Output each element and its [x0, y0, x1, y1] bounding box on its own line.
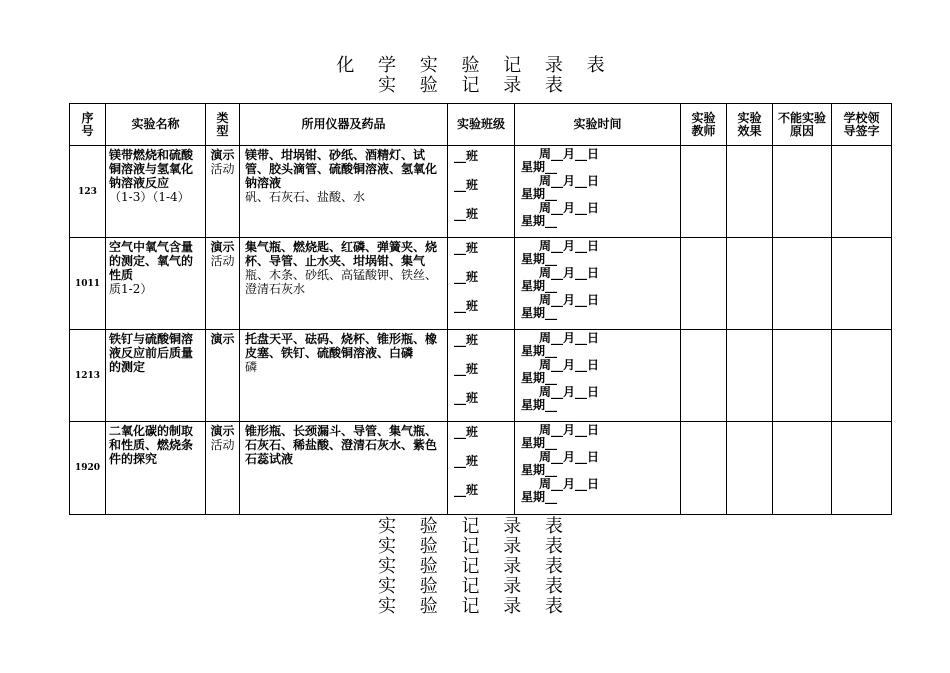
experiment-record-table — [69, 103, 892, 515]
row-equipment-main: 锥形瓶、长颈漏斗、导管、集气瓶、石灰石、稀盐酸、澄清石灰水、紫色石蕊试液 — [245, 424, 438, 466]
row-reason[interactable] — [773, 146, 832, 238]
time-date: 周__月__日 — [539, 147, 600, 161]
row-seq: 1213 — [70, 330, 106, 422]
time-date: 周__月__日 — [539, 266, 600, 280]
header-seq: 序号 — [70, 104, 106, 146]
class-label: 班 — [466, 425, 479, 439]
row-type — [206, 422, 240, 515]
row-type-note: 活动 — [210, 254, 235, 268]
row-effect[interactable] — [727, 238, 773, 330]
footer-title: 实 验 记 录 表 — [378, 576, 572, 597]
time-date: 周__月__日 — [539, 174, 600, 188]
row-name — [106, 330, 206, 422]
time-weekday: 星期__ — [521, 279, 558, 293]
header-type: 类型 — [206, 104, 240, 146]
row-class[interactable]: __班 __班 __班 — [448, 238, 515, 330]
header-time: 实验时间 — [515, 104, 681, 146]
time-weekday: 星期__ — [521, 214, 558, 228]
row-type-main: 演示 — [210, 332, 235, 346]
time-weekday: 星期__ — [521, 463, 558, 477]
table-row — [70, 330, 892, 422]
row-signature[interactable] — [832, 238, 892, 330]
class-label: 班 — [466, 178, 479, 192]
row-name — [106, 238, 206, 330]
row-seq: 1011 — [70, 238, 106, 330]
class-label: 班 — [466, 362, 479, 376]
header-effect: 实验效果 — [727, 104, 773, 146]
row-equipment — [240, 238, 448, 330]
row-equipment-more: 矾、石灰石、盐酸、水 — [245, 190, 366, 204]
row-reason[interactable] — [773, 330, 832, 422]
footer-title: 实 验 记 录 表 — [378, 536, 572, 557]
time-weekday: 星期__ — [521, 371, 558, 385]
table-row — [70, 238, 892, 330]
row-equipment — [240, 146, 448, 238]
time-date: 周__月__日 — [539, 450, 600, 464]
row-name-main: 空气中氧气含量的测定、氧气的性质 — [109, 240, 194, 282]
row-type — [206, 238, 240, 330]
time-date: 周__月__日 — [539, 385, 600, 399]
row-teacher[interactable] — [681, 238, 727, 330]
footer-title: 实 验 记 录 表 — [378, 516, 572, 537]
row-name-note: 质1-2） — [109, 282, 153, 296]
row-type-main: 演示 — [210, 240, 235, 254]
row-class[interactable]: __班 __班 __班 — [448, 146, 515, 238]
time-date: 周__月__日 — [539, 239, 600, 253]
table-row — [70, 146, 892, 238]
row-signature[interactable] — [832, 330, 892, 422]
table-row — [70, 422, 892, 515]
time-weekday: 星期__ — [521, 436, 558, 450]
row-teacher[interactable] — [681, 146, 727, 238]
row-effect[interactable] — [727, 422, 773, 515]
time-date: 周__月__日 — [539, 331, 600, 345]
class-label: 班 — [466, 270, 479, 284]
time-weekday: 星期__ — [521, 252, 558, 266]
time-date: 周__月__日 — [539, 201, 600, 215]
class-label: 班 — [466, 454, 479, 468]
row-equipment-main: 镁带、坩埚钳、砂纸、酒精灯、试管、胶头滴管、硫酸铜溶液、氢氧化钠溶液 — [245, 148, 438, 190]
time-weekday: 星期__ — [521, 160, 558, 174]
time-weekday: 星期__ — [521, 344, 558, 358]
row-time[interactable] — [515, 146, 681, 238]
time-date: 周__月__日 — [539, 423, 600, 437]
row-name-main: 铁钉与硫酸铜溶液反应前后质量的测定 — [109, 332, 194, 374]
time-weekday: 星期__ — [521, 187, 558, 201]
class-label: 班 — [466, 299, 479, 313]
row-reason[interactable] — [773, 238, 832, 330]
page-title: 化 学 实 验 记 录 表 — [336, 55, 614, 76]
row-equipment-main: 集气瓶、燃烧匙、红磷、弹簧夹、烧杯、导管、止水夹、坩埚钳、集气 — [245, 240, 438, 268]
row-time[interactable] — [515, 238, 681, 330]
footer-title: 实 验 记 录 表 — [378, 556, 572, 577]
class-label: 班 — [466, 483, 479, 497]
time-date: 周__月__日 — [539, 358, 600, 372]
time-date: 周__月__日 — [539, 293, 600, 307]
class-label: 班 — [466, 241, 479, 255]
row-equipment-more: 瓶、木条、砂纸、高锰酸钾、铁丝、澄清石灰水 — [245, 268, 438, 296]
row-time[interactable] — [515, 422, 681, 515]
header-class: 实验班级 — [448, 104, 515, 146]
row-type-note: 活动 — [210, 162, 235, 176]
class-label: 班 — [466, 391, 479, 405]
class-label: 班 — [466, 149, 479, 163]
page-subtitle: 实 验 记 录 表 — [378, 75, 572, 96]
row-signature[interactable] — [832, 146, 892, 238]
row-equipment — [240, 422, 448, 515]
time-weekday: 星期__ — [521, 398, 558, 412]
row-class[interactable]: __班 __班 __班 — [448, 330, 515, 422]
header-reason: 不能实验原因 — [773, 104, 832, 146]
time-weekday: 星期__ — [521, 306, 558, 320]
time-weekday: 星期__ — [521, 490, 558, 504]
row-reason[interactable] — [773, 422, 832, 515]
row-effect[interactable] — [727, 330, 773, 422]
header-equipment: 所用仪器及药品 — [240, 104, 448, 146]
table-header-row — [70, 104, 892, 146]
row-type — [206, 330, 240, 422]
class-label: 班 — [466, 333, 479, 347]
row-equipment-main: 托盘天平、砝码、烧杯、锥形瓶、橡皮塞、铁钉、硫酸铜溶液、白磷 — [245, 332, 438, 360]
class-label: 班 — [466, 207, 479, 221]
row-effect[interactable] — [727, 146, 773, 238]
time-date: 周__月__日 — [539, 477, 600, 491]
row-equipment-more: 磷 — [245, 360, 258, 374]
row-signature[interactable] — [832, 422, 892, 515]
row-name — [106, 146, 206, 238]
row-teacher[interactable] — [681, 422, 727, 515]
header-signature: 学校领导签字 — [832, 104, 892, 146]
header-name: 实验名称 — [106, 104, 206, 146]
row-teacher[interactable] — [681, 330, 727, 422]
row-type — [206, 146, 240, 238]
row-seq: 123 — [70, 146, 106, 238]
row-time[interactable] — [515, 330, 681, 422]
row-name-main: 二氧化碳的制取和性质、燃烧条件的探究 — [109, 424, 194, 466]
row-type-note: 活动 — [210, 438, 235, 452]
row-seq: 1920 — [70, 422, 106, 515]
row-type-main: 演示 — [210, 148, 235, 162]
footer-title: 实 验 记 录 表 — [378, 596, 572, 617]
row-type-main: 演示 — [210, 424, 235, 438]
row-name-note: （1-3）（1-4） — [109, 190, 190, 204]
row-name-main: 镁带燃烧和硫酸铜溶液与氢氧化钠溶液反应 — [109, 148, 194, 190]
row-name — [106, 422, 206, 515]
row-equipment — [240, 330, 448, 422]
header-teacher: 实验教师 — [681, 104, 727, 146]
row-class[interactable]: __班 __班 __班 — [448, 422, 515, 515]
